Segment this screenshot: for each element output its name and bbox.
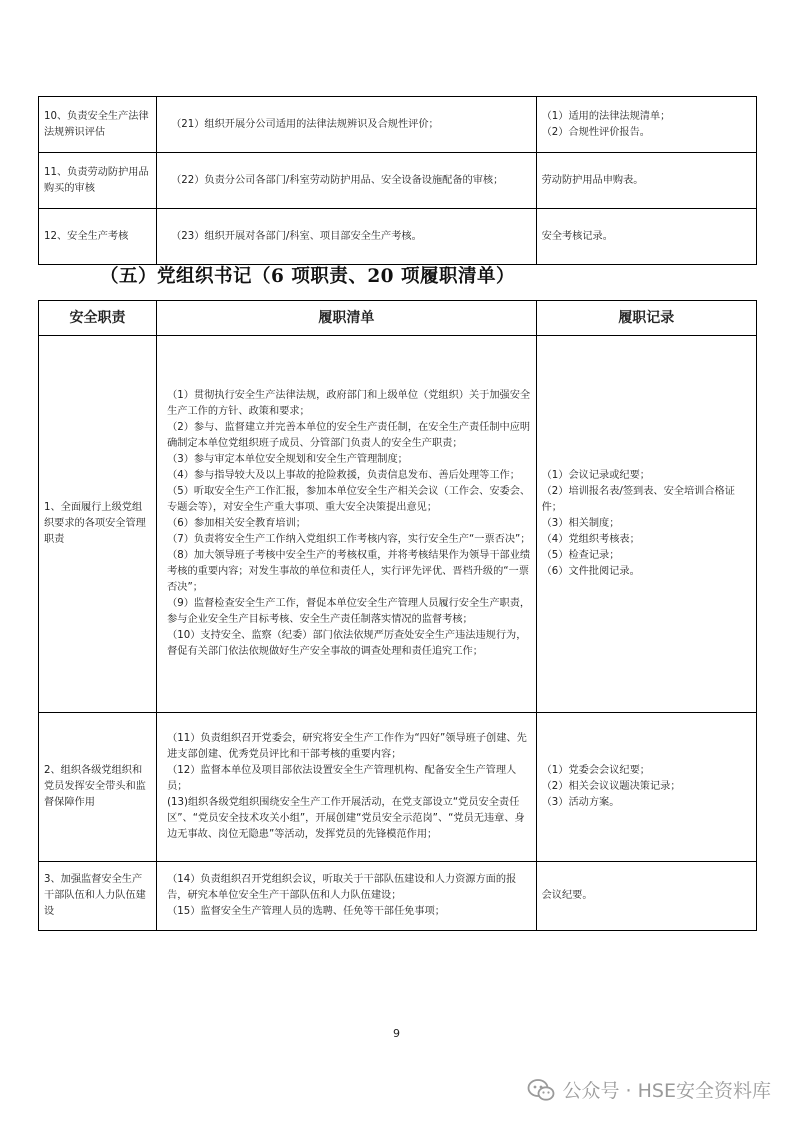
column-header-duty: 安全职责 [39,301,157,336]
watermark-text: 公众号 · HSE安全资料库 [562,1080,771,1102]
record-item: （1）适用的法律法规清单； [541,110,671,122]
top-duty-table [38,96,757,265]
list-item: （15）监督安全生产管理人员的选聘、任免等干部任免事项； [167,906,445,917]
list-item: （11）负责组织召开党委会，研究将安全生产工作作为“四好”领导班子创建、先进支部创建、优秀党员评比和干部考核的重要内容； [167,733,527,760]
party-secretary-duty-table [38,300,757,931]
list-item: （8）加大领导班子考核中安全生产的考核权重，并将考核结果作为领导干部业绩考核的重要内容；对发生事故的单位和责任人，实行评先评优、晋档升级的“一票否决”； [167,550,531,593]
record-item: （2）培训报名表/签到表、安全培训合格证件； [541,486,735,513]
list-item: （9）监督检查安全生产工作，督促本单位安全生产管理人员履行安全生产职责，参与企业安全生产目标考核、安全生产责任制落实情况的监督考核； [167,598,531,625]
items-cell [157,713,537,862]
items-cell [157,97,537,153]
list-item: （10）支持安全、监察（纪委）部门依法依规严厉查处安全生产违法违规行为，督促有关部门依法依规做好生产安全事故的调查处理和责任追究工作； [167,630,527,657]
list-item: （6）参加相关安全教育培训； [167,518,306,529]
items-cell [157,153,537,209]
table-row [39,862,757,931]
record-item: （3）相关制度； [541,518,620,529]
list-item: （7）负责将安全生产工作纳入党组织工作考核内容，实行安全生产“一票否决”； [167,534,531,545]
column-header-records: 履职记录 [536,301,756,336]
table-row [39,97,757,153]
items-cell [157,209,537,265]
table-row [39,713,757,862]
list-item: (13)组织各级党组织围绕安全生产工作开展活动，在党支部设立“党员安全责任区”、“党员安全技术攻关小组”，开展创建“党员安全示范岗”、“党员无违章、身边无事故、岗位无隐患”等活动，发挥党员的先锋模范作用； [167,797,525,840]
record-item: 劳动防护用品申购表。 [541,174,644,186]
records-cell [536,209,756,265]
records-cell [536,153,756,209]
record-item: 会议纪要。 [541,890,593,901]
record-item: （2）合规性评价报告。 [541,126,650,138]
table-row [39,336,757,713]
table-row [39,153,757,209]
duty-cell: 11、负责劳动防护用品购买的审核 [39,153,157,209]
records-cell [536,862,756,931]
list-item: （2）参与、监督建立并完善本单位的安全生产责任制，在安全生产责任制中应明确制定本单位党组织班子成员、分管部门负责人的安全生产职责； [167,422,531,449]
items-cell [157,862,537,931]
table-header-row [39,301,757,336]
list-item: （3）参与审定本单位安全规划和安全生产管理制度； [167,454,408,465]
list-item: （21）组织开展分公司适用的法律法规辨识及合规性评价； [171,118,439,130]
record-item: （6）文件批阅记录。 [541,566,640,577]
section-title: （五）党组织书记（6 项职责、20 项履职清单） [100,266,516,287]
list-item: （5）听取安全生产工作汇报，参加本单位安全生产相关会议（工作会、安委会、专题会等），对安全生产重大事项、重大安全决策提出意见； [167,486,531,513]
wechat-icon [527,1078,555,1102]
record-item: （1）党委会会议纪要； [541,765,650,776]
record-item: （1）会议记录或纪要； [541,470,650,481]
duty-cell: 1、全面履行上级党组织要求的各项安全管理职责 [39,336,157,713]
list-item: （22）负责分公司各部门/科室劳动防护用品、安全设备设施配备的审核； [171,174,504,186]
list-item: （1）贯彻执行安全生产法律法规，政府部门和上级单位（党组织）关于加强安全生产工作的方针、政策和要求； [167,390,531,417]
list-item: （12）监督本单位及项目部依法设置安全生产管理机构、配备安全生产管理人员； [167,765,517,792]
table-row [39,209,757,265]
items-cell [157,336,537,713]
records-cell [536,97,756,153]
duty-cell: 10、负责安全生产法律法规辨识评估 [39,97,157,153]
page-number: 9 [393,1027,400,1040]
duty-cell: 12、安全生产考核 [39,209,157,265]
record-item: 安全考核记录。 [541,230,613,242]
records-cell [536,336,756,713]
watermark [527,1076,771,1103]
duty-cell: 3、加强监督安全生产干部队伍和人力队伍建设 [39,862,157,931]
column-header-items: 履职清单 [157,301,537,336]
list-item: （14）负责组织召开党组织会议，听取关于干部队伍建设和人力资源方面的报告，研究本单位安全生产干部队伍和人力队伍建设； [167,874,517,901]
list-item: （23）组织开展对各部门/科室、项目部安全生产考核。 [171,230,422,242]
record-item: （5）检查记录； [541,550,620,561]
records-cell [536,713,756,862]
duty-cell: 2、组织各级党组织和党员发挥安全带头和监督保障作用 [39,713,157,862]
record-item: （4）党组织考核表； [541,534,640,545]
record-item: （2）相关会议议题决策记录； [541,781,681,792]
list-item: （4）参与指导较大及以上事故的抢险救援，负责信息发布、善后处理等工作； [167,470,520,481]
record-item: （3）活动方案。 [541,797,620,808]
